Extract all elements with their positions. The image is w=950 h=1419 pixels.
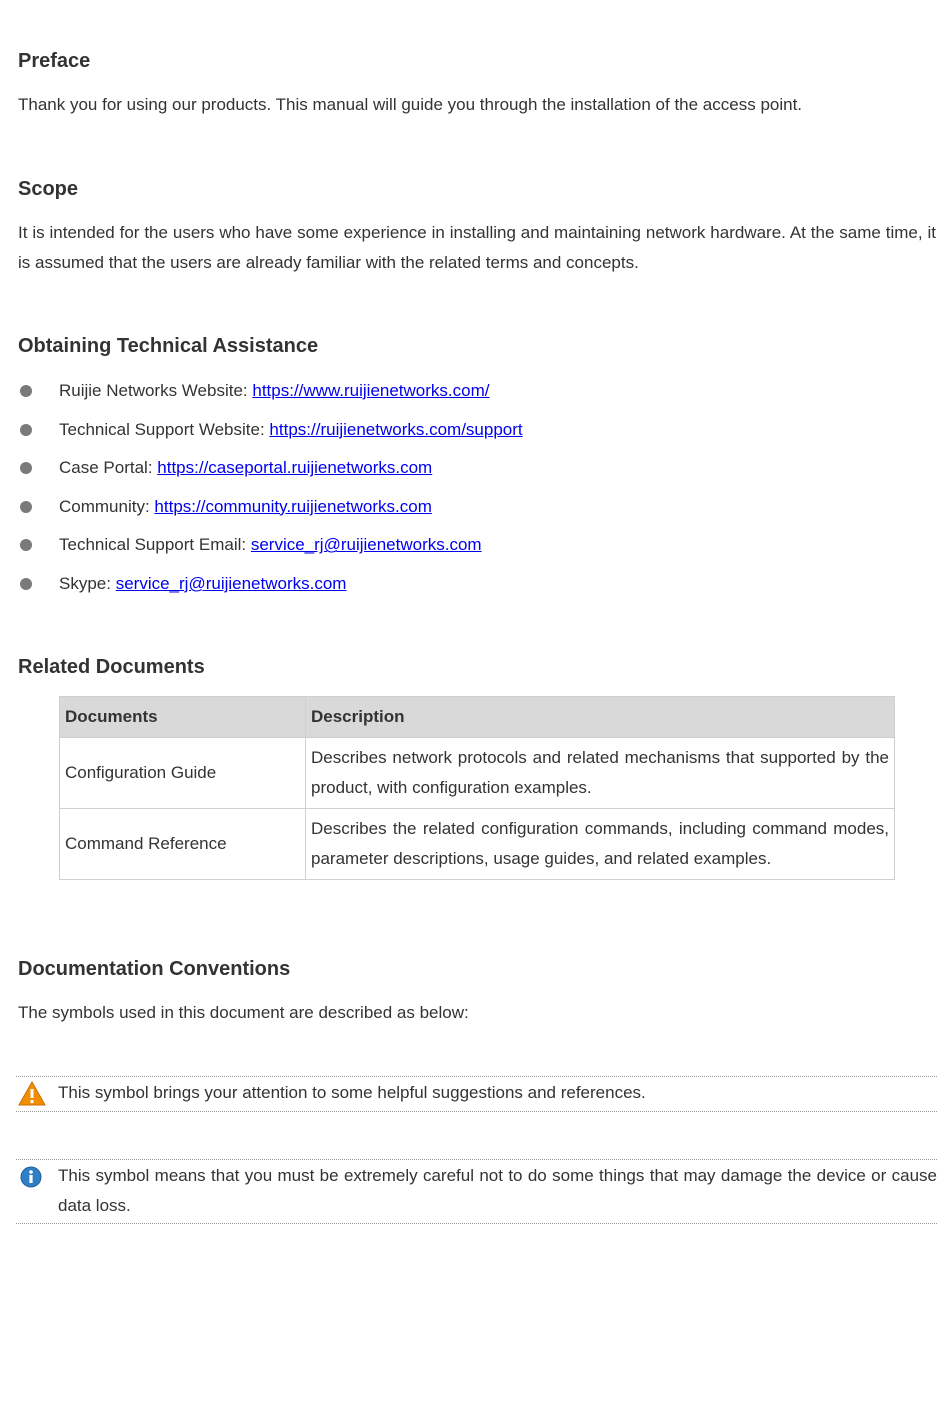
assistance-label: Technical Support Website: (59, 419, 270, 439)
list-item (18, 569, 523, 608)
assistance-label: Ruijie Networks Website: (59, 381, 253, 400)
info-icon (20, 1166, 42, 1193)
list-item (18, 530, 523, 569)
case-portal-link[interactable]: https://caseportal.ruijienetworks.com (157, 458, 433, 478)
note-warning-text: This symbol brings your attention to some helpful suggestions and references. (58, 1083, 646, 1102)
website-link[interactable]: https://www.ruijienetworks.com/ (252, 381, 490, 400)
document-description: Describes the related configuration commands, including command modes, parameter descriptions, usage guides, and related examples. (306, 809, 895, 880)
list-item (18, 453, 523, 492)
support-email-link[interactable]: service_rj@ruijienetworks.com (250, 535, 482, 555)
table-header-row (60, 697, 895, 738)
conventions-heading: Documentation Conventions (18, 958, 291, 980)
note-warning (16, 1076, 937, 1112)
bullet-icon (20, 539, 32, 551)
scope-text: It is intended for the users who have some experience in installing and maintaining network hardware. At the same time, it is assumed that the users are already familiar with the related terms and concepts. (18, 223, 936, 272)
document-name: Configuration Guide (60, 738, 306, 809)
bullet-icon (20, 501, 32, 513)
scope-heading: Scope (18, 178, 79, 200)
assistance-list (18, 376, 523, 608)
note-info (16, 1159, 937, 1224)
column-header-description: Description (306, 697, 895, 738)
list-item (18, 415, 523, 454)
assistance-label: Case Portal: (59, 458, 158, 478)
assistance-label: Skype: (59, 573, 116, 593)
note-info-text: This symbol means that you must be extremely careful not to do some things that may damage the device or cause data loss. (58, 1166, 937, 1215)
warning-icon (18, 1081, 46, 1112)
table-row (60, 738, 895, 809)
assistance-label: Technical Support Email: (59, 535, 251, 555)
related-heading: Related Documents (18, 656, 205, 678)
list-item (18, 376, 523, 415)
table-row (60, 809, 895, 880)
column-header-documents: Documents (60, 697, 306, 738)
preface-heading: Preface (18, 50, 91, 72)
bullet-icon (20, 385, 32, 397)
bullet-icon (20, 578, 32, 590)
community-link[interactable]: https://community.ruijienetworks.com (154, 496, 432, 516)
assistance-label: Community: (59, 496, 155, 516)
bullet-icon (20, 424, 32, 436)
preface-text: Thank you for using our products. This manual will guide you through the installation of the access point. (18, 95, 803, 114)
conventions-intro: The symbols used in this document are described as below: (18, 1003, 469, 1022)
list-item (18, 492, 523, 531)
support-website-link[interactable]: https://ruijienetworks.com/support (269, 419, 523, 439)
skype-link[interactable]: service_rj@ruijienetworks.com (115, 573, 347, 593)
document-name: Command Reference (60, 809, 306, 880)
bullet-icon (20, 462, 32, 474)
related-documents-table (59, 696, 895, 880)
document-description: Describes network protocols and related mechanisms that supported by the product, with configuration examples. (306, 738, 895, 809)
assistance-heading: Obtaining Technical Assistance (18, 335, 319, 357)
